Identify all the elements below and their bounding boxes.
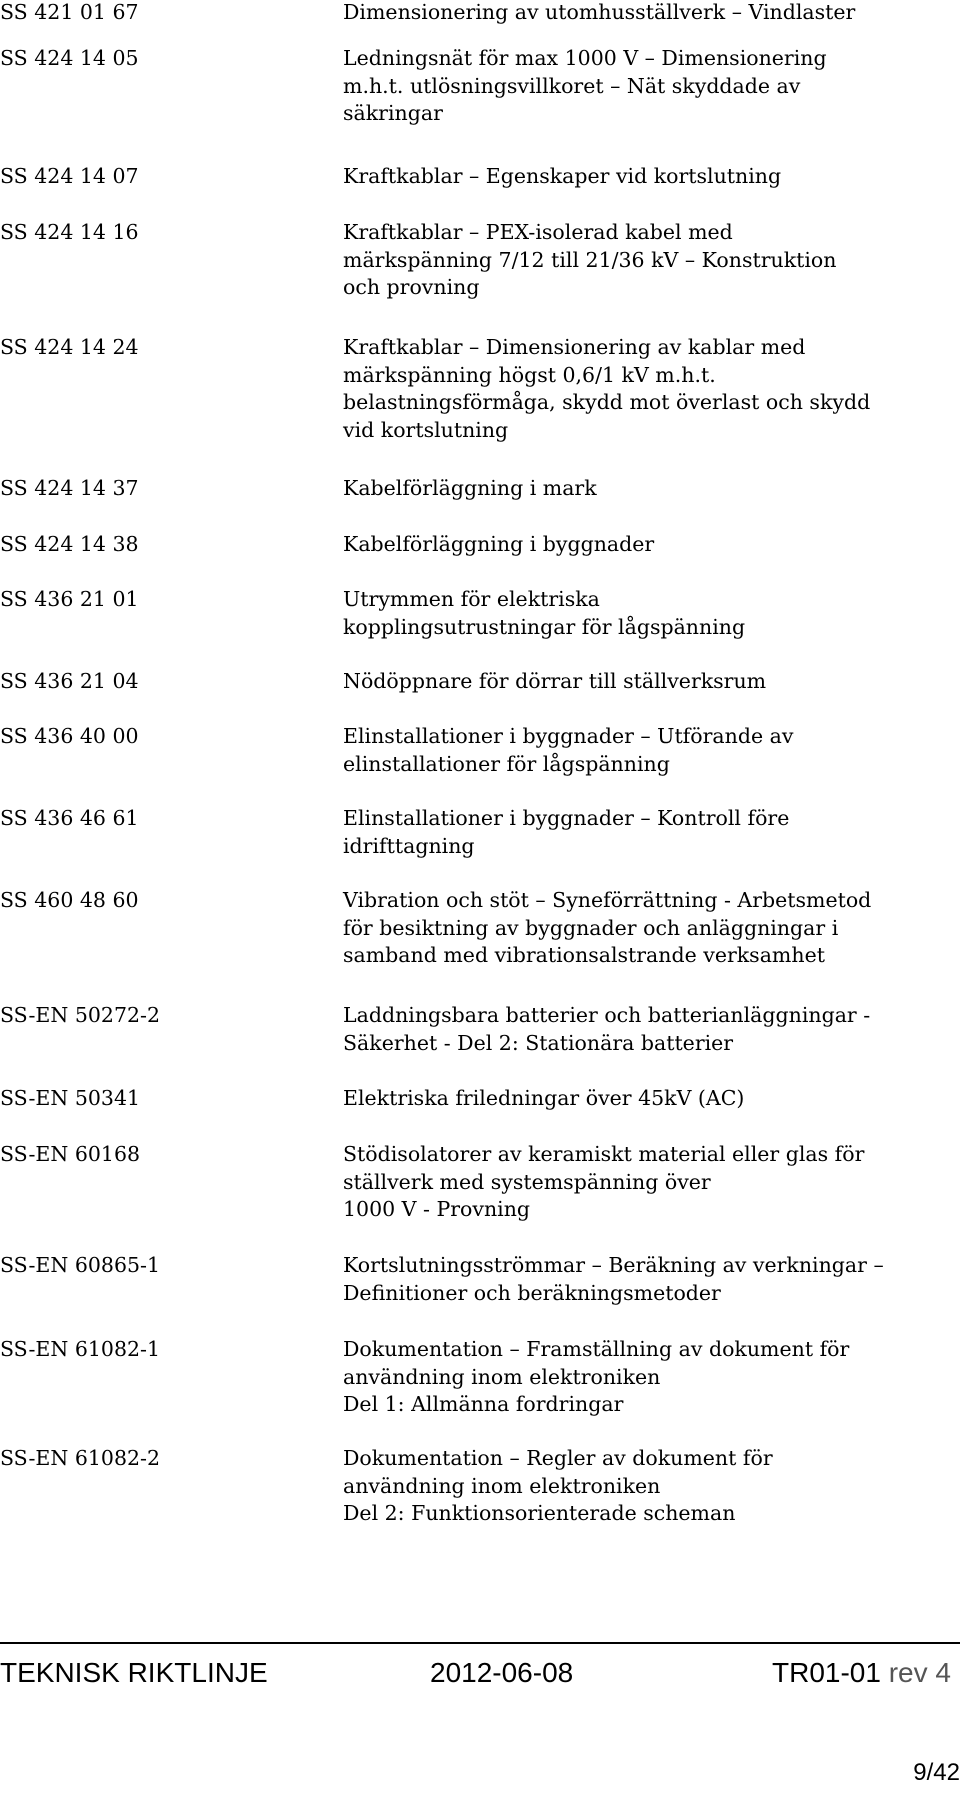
standard-code: SS 424 14 38 xyxy=(0,532,139,556)
standard-title xyxy=(343,45,943,128)
standard-title-line: Definitioner och beräkningsmetoder xyxy=(343,1280,721,1305)
standard-code: SS 436 21 01 xyxy=(0,587,139,611)
standard-title xyxy=(343,0,943,27)
standard-title xyxy=(343,1141,943,1224)
standard-title-line: samband med vibrationsalstrande verksamhet xyxy=(343,943,825,967)
standard-title-line: Kabelförläggning i byggnader xyxy=(343,532,655,556)
standard-code: SS-EN 60865-1 xyxy=(0,1253,161,1277)
standard-code: SS 424 14 07 xyxy=(0,164,139,188)
standard-code: SS 424 14 05 xyxy=(0,46,139,70)
standard-title xyxy=(343,1085,943,1113)
standard-title-line: Elinstallationer i byggnader – Utförande av xyxy=(343,724,794,748)
standard-title-line: Dokumentation – Framställning av dokument för xyxy=(343,1337,850,1361)
standard-title-line: märkspänning högst 0,6/1 kV m.h.t. xyxy=(343,362,716,387)
standard-title xyxy=(343,887,943,970)
standard-title-line: elinstallationer för lågspänning xyxy=(343,751,670,776)
standard-title-line: säkringar xyxy=(343,101,443,125)
footer-revision: rev 4 xyxy=(888,1657,951,1688)
standard-code: SS-EN 61082-1 xyxy=(0,1337,161,1361)
standard-title xyxy=(343,1002,943,1057)
standard-title-line: Kraftkablar – Dimensionering av kablar med xyxy=(343,335,806,359)
standard-title xyxy=(343,586,943,641)
standard-code: SS-EN 60168 xyxy=(0,1142,141,1166)
standard-title xyxy=(343,163,943,191)
standard-title xyxy=(343,531,943,559)
standard-title xyxy=(343,475,943,503)
standard-title-line: Laddningsbara batterier och batterianläggningar - xyxy=(343,1003,871,1027)
standard-title-line: Stödisolatorer av keramiskt material eller glas för xyxy=(343,1142,865,1166)
standard-title xyxy=(343,334,943,444)
standard-title-line: Säkerhet - Del 2: Stationära batterier xyxy=(343,1030,734,1055)
standard-code: SS 436 40 00 xyxy=(0,724,139,748)
standard-title-line: Dimensionering av utomhusställverk – Vindlaster xyxy=(343,0,856,24)
standard-title-line: Del 2: Funktionsorienterade scheman xyxy=(343,1501,736,1525)
standard-title-line: användning inom elektroniken xyxy=(343,1364,661,1389)
standard-title-line: Ledningsnät för max 1000 V – Dimensionering xyxy=(343,46,827,70)
standard-title xyxy=(343,723,943,778)
standard-title-line: Kraftkablar – Egenskaper vid kortslutning xyxy=(343,164,782,188)
standard-code: SS 436 21 04 xyxy=(0,669,139,693)
footer-divider xyxy=(0,1642,960,1644)
standard-title-line: Elektriska friledningar över 45kV (AC) xyxy=(343,1086,745,1110)
standard-title-line: Utrymmen för elektriska xyxy=(343,587,600,611)
standard-code: SS 436 46 61 xyxy=(0,806,139,830)
standard-title-line: Kraftkablar – PEX-isolerad kabel med xyxy=(343,220,733,244)
standard-title-line: Elinstallationer i byggnader – Kontroll före xyxy=(343,806,790,830)
standard-code: SS-EN 50341 xyxy=(0,1086,141,1110)
standard-title-line: ställverk med systemspänning över xyxy=(343,1169,711,1194)
standard-title-line: idrifttagning xyxy=(343,833,475,858)
standard-title-line: Kortslutningsströmmar – Beräkning av verkningar – xyxy=(343,1253,884,1277)
standard-title-line: m.h.t. utlösningsvillkoret – Nät skyddade av xyxy=(343,73,801,98)
standard-title-line: kopplingsutrustningar för lågspänning xyxy=(343,614,746,639)
standard-code: SS 460 48 60 xyxy=(0,888,139,912)
footer-date: 2012-06-08 xyxy=(430,1657,574,1688)
standard-title xyxy=(343,1252,943,1307)
standard-title-line: Dokumentation – Regler av dokument för xyxy=(343,1446,773,1470)
standard-code: SS 424 14 16 xyxy=(0,220,139,244)
footer-doc-code: TR01-01 xyxy=(772,1657,881,1688)
standard-title xyxy=(343,219,943,302)
standard-title xyxy=(343,1336,943,1419)
standard-title xyxy=(343,805,943,860)
standard-title-line: användning inom elektroniken xyxy=(343,1473,661,1498)
standard-title-line: 1000 V - Provning xyxy=(343,1197,531,1221)
standard-title xyxy=(343,1445,943,1528)
standard-title-line: märkspänning 7/12 till 21/36 kV – Konstruktion xyxy=(343,247,837,272)
standard-title-line: Kabelförläggning i mark xyxy=(343,476,597,500)
standard-code: SS 424 14 24 xyxy=(0,335,139,359)
standard-title-line: Vibration och stöt – Syneförrättning - Arbetsmetod xyxy=(343,888,872,912)
footer-title: TEKNISK RIKTLINJE xyxy=(0,1657,268,1688)
standard-title-line: Del 1: Allmänna fordringar xyxy=(343,1392,624,1416)
standard-title-line: och provning xyxy=(343,275,480,299)
standard-title-line: för besiktning av byggnader och anläggningar i xyxy=(343,915,839,940)
standard-title-line: vid kortslutning xyxy=(343,417,509,442)
standard-title-line: belastningsförmåga, skydd mot överlast och skydd xyxy=(343,390,871,414)
standard-code: SS 424 14 37 xyxy=(0,476,139,500)
standard-title-line: Nödöppnare för dörrar till ställverksrum xyxy=(343,669,767,693)
standard-code: SS 421 01 67 xyxy=(0,0,139,24)
page-number: 9/42 xyxy=(913,1759,960,1786)
standard-code: SS-EN 61082-2 xyxy=(0,1446,161,1470)
standard-title xyxy=(343,668,943,696)
footer-document-id xyxy=(772,1656,951,1690)
standard-code: SS-EN 50272-2 xyxy=(0,1003,161,1027)
